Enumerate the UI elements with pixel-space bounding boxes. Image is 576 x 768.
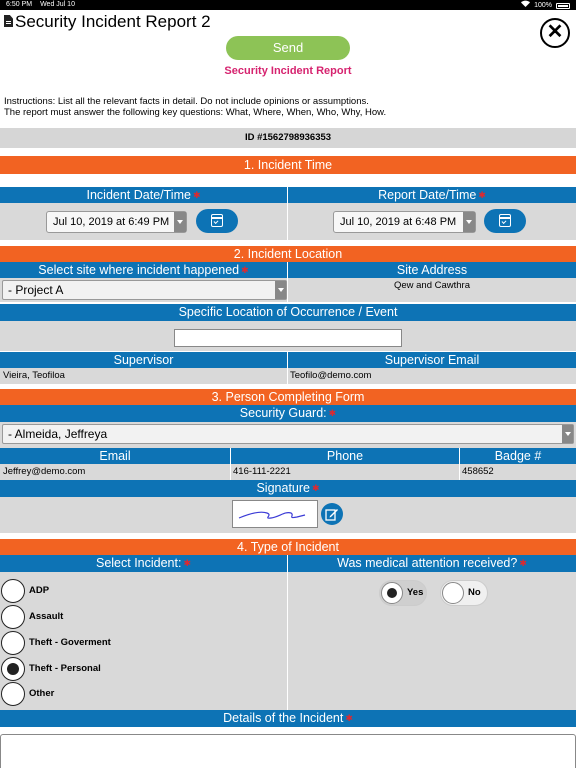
details-textarea[interactable]: [0, 734, 576, 768]
calendar-icon: [499, 214, 511, 227]
required-icon: ✱: [241, 265, 249, 275]
incident-label-theft-personal: Theft - Personal: [29, 663, 101, 674]
incident-datetime-select[interactable]: [46, 211, 187, 233]
close-icon[interactable]: ✕: [540, 18, 570, 48]
supervisor-email-value: Teofilo@demo.com: [290, 370, 372, 381]
incident-datetime-label: [0, 187, 287, 203]
section-2-header: 2. Incident Location: [0, 246, 576, 262]
report-calendar-button[interactable]: [484, 209, 526, 233]
required-icon: ✱: [519, 558, 527, 568]
document-icon: [4, 15, 13, 27]
battery-icon: [556, 3, 570, 9]
email-label: Email: [0, 448, 230, 464]
edit-icon: [325, 507, 339, 521]
medical-attention-text: Was medical attention received?: [337, 556, 518, 570]
medical-no-label: No: [468, 587, 481, 598]
specific-location-label: Specific Location of Occurrence / Event: [0, 304, 576, 321]
incident-calendar-button[interactable]: [196, 209, 238, 233]
incident-label-adp: ADP: [29, 585, 50, 596]
select-incident-label: [0, 555, 287, 572]
report-datetime-value: Jul 10, 2019 at 6:48 PM: [340, 216, 457, 228]
chevron-down-icon: [562, 425, 573, 443]
incident-label-other: Other: [29, 688, 55, 699]
security-guard-label: [0, 405, 576, 422]
select-incident-text: Select Incident:: [95, 556, 182, 570]
status-bar: [0, 0, 576, 10]
report-datetime-select[interactable]: [333, 211, 476, 233]
chevron-down-icon: [275, 281, 286, 299]
report-title: Security Incident Report: [224, 65, 352, 77]
chevron-down-icon: [463, 212, 475, 232]
phone-value: 416-111-2221: [233, 466, 291, 477]
medical-yes-label: Yes: [407, 587, 424, 598]
incident-label-assault: Assault: [29, 611, 64, 622]
battery-percent: 100%: [534, 1, 552, 9]
instructions: [4, 96, 386, 118]
security-guard-select[interactable]: [2, 424, 574, 444]
edit-signature-button[interactable]: [321, 503, 343, 525]
report-datetime-text: Report Date/Time: [378, 188, 477, 202]
badge-value: 458652: [462, 466, 494, 477]
required-icon: ✱: [192, 190, 201, 200]
site-address-label: Site Address: [288, 262, 576, 278]
incident-label-theft-goverment: Theft - Goverment: [29, 637, 111, 648]
report-datetime-label: [288, 187, 576, 203]
required-icon: ✱: [478, 190, 486, 200]
required-icon: ✱: [183, 558, 191, 568]
incident-datetime-value: Jul 10, 2019 at 6:49 PM: [53, 216, 170, 228]
medical-no-option[interactable]: [440, 580, 488, 606]
site-select-text: Select site where incident happened: [38, 263, 240, 277]
incident-datetime-text: Incident Date/Time: [86, 188, 191, 202]
medical-attention-panel: [288, 572, 576, 710]
incident-radio-adp[interactable]: [1, 579, 25, 603]
section-4-header: 4. Type of Incident: [0, 539, 576, 555]
calendar-icon: [211, 214, 223, 227]
details-label: [0, 710, 576, 727]
page-title: Security Incident Report 2: [15, 12, 211, 31]
chevron-down-icon: [174, 212, 186, 232]
incident-radio-theft-personal[interactable]: [1, 657, 25, 681]
incident-radio-assault[interactable]: [1, 605, 25, 629]
status-date: Wed Jul 10: [40, 1, 75, 8]
site-select[interactable]: [2, 280, 287, 300]
site-address-value: Qew and Cawthra: [393, 280, 471, 291]
medical-yes-option[interactable]: [379, 580, 427, 606]
security-guard-value: - Almeida, Jeffreya: [8, 427, 108, 441]
section-3-header: 3. Person Completing Form: [0, 389, 576, 405]
signature-box[interactable]: [232, 500, 318, 528]
required-icon: ✱: [345, 713, 353, 723]
incident-radio-other[interactable]: [1, 682, 25, 706]
specific-location-input[interactable]: [174, 329, 402, 347]
medical-attention-label: [288, 555, 576, 572]
status-time: 6:50 PM: [6, 1, 33, 8]
phone-label: Phone: [231, 448, 459, 464]
radio-icon: [381, 582, 403, 604]
security-guard-text: Security Guard:: [239, 406, 327, 420]
signature-label: [0, 480, 576, 497]
signature-text: Signature: [256, 481, 310, 495]
title-bar: [0, 10, 576, 64]
report-id: ID #1562798936353: [0, 128, 576, 148]
details-text: Details of the Incident: [223, 711, 344, 725]
radio-icon: [442, 582, 464, 604]
signature-scribble: [233, 501, 317, 527]
supervisor-email-label: Supervisor Email: [288, 352, 576, 368]
supervisor-value: Vieira, Teofiloa: [3, 370, 65, 381]
badge-label: Badge #: [460, 448, 576, 464]
instructions-line-1: Instructions: List all the relevant facts in detail. Do not include opinions or assumptions.: [4, 96, 369, 107]
send-button[interactable]: Send: [226, 36, 350, 60]
site-select-label: [0, 262, 287, 278]
instructions-line-2: The report must answer the following key questions: What, Where, When, Who, Why, How.: [4, 107, 387, 118]
required-icon: ✱: [328, 408, 337, 418]
required-icon: ✱: [311, 483, 320, 493]
supervisor-label: Supervisor: [0, 352, 287, 368]
email-value: Jeffrey@demo.com: [3, 466, 86, 477]
site-select-value: - Project A: [8, 283, 64, 297]
incident-radio-theft-goverment[interactable]: [1, 631, 25, 655]
section-1-header: 1. Incident Time: [0, 156, 576, 174]
